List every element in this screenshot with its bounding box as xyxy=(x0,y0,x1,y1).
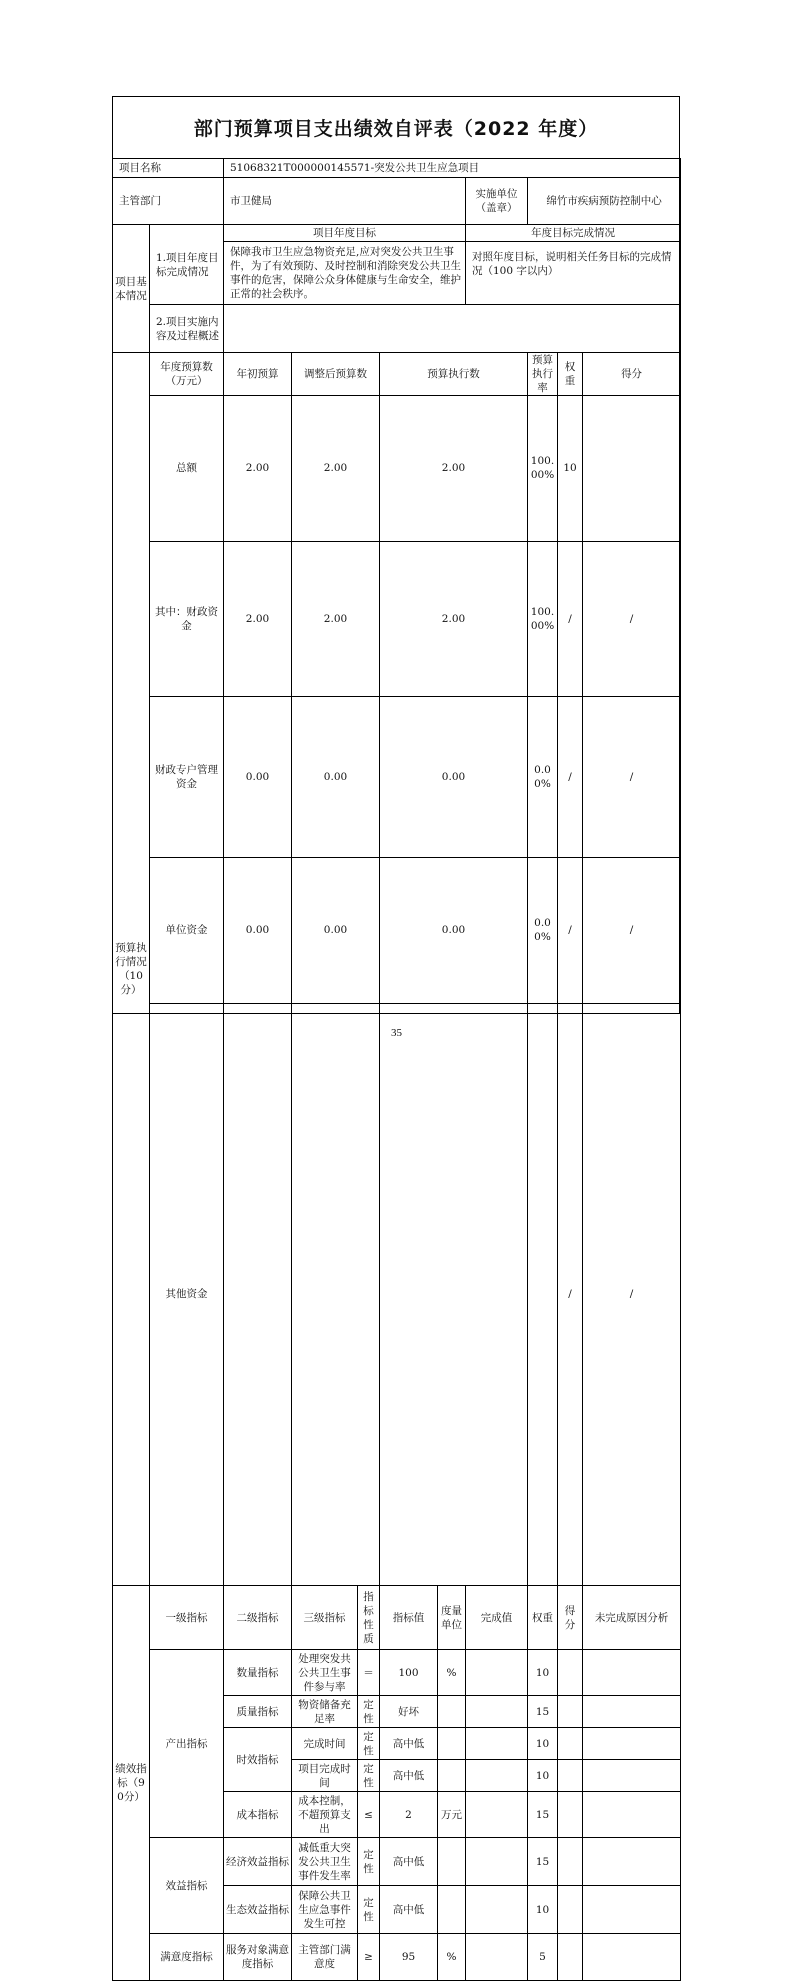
perf-done xyxy=(466,1650,528,1696)
impl-value: 绵竹市疾病预防控制中心 xyxy=(528,178,681,225)
col-done-header: 年度目标完成情况 xyxy=(466,225,681,242)
perf-header: 二级指标 xyxy=(224,1586,292,1650)
perf-header: 权重 xyxy=(528,1586,558,1650)
perf-unit xyxy=(438,1728,466,1760)
budget-header: 年度预算数（万元） xyxy=(150,353,224,396)
perf-score xyxy=(558,1934,583,1981)
perf-l2: 成本指标 xyxy=(224,1792,292,1838)
perf-value: 高中低 xyxy=(380,1728,438,1760)
budget-adjusted xyxy=(292,1003,380,1585)
budget-executed: 0.00 xyxy=(380,697,528,858)
table-row xyxy=(113,353,681,396)
dept-label: 主管部门 xyxy=(113,178,224,225)
perf-weight: 5 xyxy=(528,1934,558,1981)
perf-l3: 完成时间 xyxy=(292,1728,358,1760)
budget-rate: 100.00% xyxy=(528,396,558,542)
perf-value: 高中低 xyxy=(380,1760,438,1792)
budget-initial: 0.00 xyxy=(224,697,292,858)
budget-initial: 0.00 xyxy=(224,857,292,1003)
perf-l2: 质量指标 xyxy=(224,1696,292,1728)
project-name-value: 51068321T000000145571-突发公共卫生应急项目 xyxy=(224,159,681,178)
perf-weight: 15 xyxy=(528,1838,558,1886)
perf-done xyxy=(466,1792,528,1838)
perf-header: 得分 xyxy=(558,1586,583,1650)
impl-label: 实施单位（盖章） xyxy=(466,178,528,225)
table-row xyxy=(113,1650,681,1696)
budget-header: 预算执行数 xyxy=(380,353,528,396)
page-number: 35 xyxy=(391,1027,402,1039)
perf-nature: 定性 xyxy=(358,1696,380,1728)
perf-nature: ＝ xyxy=(358,1650,380,1696)
perf-unit xyxy=(438,1838,466,1886)
budget-section-label: 预算执行情况（10分） xyxy=(113,353,150,1586)
budget-row-name: 总额 xyxy=(150,396,224,542)
basic-section-label: 项目基本情况 xyxy=(113,225,150,353)
budget-weight: / xyxy=(558,541,583,697)
budget-score: / xyxy=(583,697,681,858)
perf-reason xyxy=(583,1650,681,1696)
perf-weight: 10 xyxy=(528,1760,558,1792)
budget-rate xyxy=(528,1003,558,1585)
perf-l2: 经济效益指标 xyxy=(224,1838,292,1886)
table-row xyxy=(113,396,681,542)
perf-score xyxy=(558,1886,583,1934)
perf-score xyxy=(558,1728,583,1760)
perf-header: 未完成原因分析 xyxy=(583,1586,681,1650)
table-row xyxy=(113,1934,681,1981)
perf-value: 2 xyxy=(380,1792,438,1838)
perf-header: 完成值 xyxy=(466,1586,528,1650)
budget-weight: / xyxy=(558,697,583,858)
perf-header: 指标值 xyxy=(380,1586,438,1650)
perf-l3: 物资储备充足率 xyxy=(292,1696,358,1728)
perf-header: 一级指标 xyxy=(150,1586,224,1650)
perf-done xyxy=(466,1760,528,1792)
perf-value: 95 xyxy=(380,1934,438,1981)
perf-l2: 生态效益指标 xyxy=(224,1886,292,1934)
perf-nature: 定性 xyxy=(358,1886,380,1934)
perf-unit xyxy=(438,1886,466,1934)
benefit-indicator-label: 效益指标 xyxy=(150,1838,224,1934)
perf-l2: 数量指标 xyxy=(224,1650,292,1696)
perf-weight: 15 xyxy=(528,1696,558,1728)
budget-initial: 2.00 xyxy=(224,396,292,542)
perf-nature: ≥ xyxy=(358,1934,380,1981)
perf-score xyxy=(558,1792,583,1838)
budget-header: 调整后预算数 xyxy=(292,353,380,396)
budget-executed xyxy=(380,1003,528,1585)
budget-score: / xyxy=(583,1003,681,1585)
budget-header: 年初预算 xyxy=(224,353,292,396)
budget-row-name: 财政专户管理资金 xyxy=(150,697,224,858)
perf-score xyxy=(558,1650,583,1696)
perf-reason xyxy=(583,1792,681,1838)
perf-reason xyxy=(583,1886,681,1934)
perf-l3: 成本控制，不超预算支出 xyxy=(292,1792,358,1838)
budget-row-name: 单位资金 xyxy=(150,857,224,1003)
perf-reason xyxy=(583,1760,681,1792)
budget-header: 得分 xyxy=(583,353,681,396)
perf-score xyxy=(558,1760,583,1792)
budget-initial xyxy=(224,1003,292,1585)
perf-nature: ≤ xyxy=(358,1792,380,1838)
basic-row2-content xyxy=(224,305,681,353)
perf-l3: 保障公共卫生应急事件发生可控 xyxy=(292,1886,358,1934)
budget-rate: 100.00% xyxy=(528,541,558,697)
perf-value: 100 xyxy=(380,1650,438,1696)
perf-header: 指标性质 xyxy=(358,1586,380,1650)
budget-adjusted: 0.00 xyxy=(292,857,380,1003)
budget-weight: / xyxy=(558,1003,583,1585)
budget-weight: / xyxy=(558,857,583,1003)
budget-rate: 0.00% xyxy=(528,857,558,1003)
col-goal-header: 项目年度目标 xyxy=(224,225,466,242)
perf-unit: 万元 xyxy=(438,1792,466,1838)
perf-l3: 主管部门满意度 xyxy=(292,1934,358,1981)
perf-nature: 定性 xyxy=(358,1728,380,1760)
budget-score: / xyxy=(583,541,681,697)
budget-score xyxy=(583,396,681,542)
budget-initial: 2.00 xyxy=(224,541,292,697)
budget-adjusted: 2.00 xyxy=(292,541,380,697)
perf-done xyxy=(466,1838,528,1886)
perf-unit xyxy=(438,1696,466,1728)
table-row xyxy=(113,178,681,225)
budget-adjusted: 2.00 xyxy=(292,396,380,542)
table-row xyxy=(113,541,681,697)
annual-goal-text: 保障我市卫生应急物资充足,应对突发公共卫生事件，为了有效预防、及时控制和消除突发公共卫生事件的危害，保障公众身体健康与生命安全，维护正常的社会秩序。 xyxy=(224,242,466,305)
perf-weight: 15 xyxy=(528,1792,558,1838)
perf-l2: 时效指标 xyxy=(224,1728,292,1792)
perf-unit xyxy=(438,1760,466,1792)
evaluation-table xyxy=(112,158,681,1981)
perf-value: 高中低 xyxy=(380,1838,438,1886)
perf-l2: 服务对象满意度指标 xyxy=(224,1934,292,1981)
budget-executed: 2.00 xyxy=(380,541,528,697)
perf-reason xyxy=(583,1696,681,1728)
perf-l3: 处理突发共公共卫生事件参与率 xyxy=(292,1650,358,1696)
perf-done xyxy=(466,1934,528,1981)
perf-weight: 10 xyxy=(528,1728,558,1760)
perf-done xyxy=(466,1696,528,1728)
table-row xyxy=(113,159,681,178)
perf-reason xyxy=(583,1934,681,1981)
perf-header: 度量单位 xyxy=(438,1586,466,1650)
perf-unit: % xyxy=(438,1934,466,1981)
perf-weight: 10 xyxy=(528,1650,558,1696)
perf-l3: 减低重大突发公共卫生事件发生率 xyxy=(292,1838,358,1886)
table-row xyxy=(113,1838,681,1886)
budget-weight: 10 xyxy=(558,396,583,542)
budget-executed: 2.00 xyxy=(380,396,528,542)
perf-nature: 定性 xyxy=(358,1838,380,1886)
project-name-label: 项目名称 xyxy=(113,159,224,178)
perf-done xyxy=(466,1728,528,1760)
perf-header: 三级指标 xyxy=(292,1586,358,1650)
perf-unit: % xyxy=(438,1650,466,1696)
perf-reason xyxy=(583,1838,681,1886)
goal-done-text: 对照年度目标，说明相关任务目标的完成情况（100 字以内） xyxy=(466,242,681,305)
table-row xyxy=(113,697,681,858)
budget-row-name: 其他资金 xyxy=(150,1003,224,1585)
perf-weight: 10 xyxy=(528,1886,558,1934)
budget-header: 预算执行率 xyxy=(528,353,558,396)
table-row xyxy=(113,857,681,1003)
table-row xyxy=(113,1003,681,1585)
output-indicator-label: 产出指标 xyxy=(150,1650,224,1838)
table-row xyxy=(113,305,681,353)
perf-l3: 项目完成时间 xyxy=(292,1760,358,1792)
perf-done xyxy=(466,1886,528,1934)
table-row xyxy=(113,225,681,242)
budget-rate: 0.00% xyxy=(528,697,558,858)
perf-nature: 定性 xyxy=(358,1760,380,1792)
perf-value: 好坏 xyxy=(380,1696,438,1728)
budget-executed: 0.00 xyxy=(380,857,528,1003)
table-row xyxy=(113,1586,681,1650)
basic-row2-label: 2.项目实施内容及过程概述 xyxy=(150,305,224,353)
perf-value: 高中低 xyxy=(380,1886,438,1934)
perf-section-label: 绩效指标（90分） xyxy=(113,1586,150,1981)
satisfaction-indicator-label: 满意度指标 xyxy=(150,1934,224,1981)
basic-row1-label: 1.项目年度目标完成情况 xyxy=(150,225,224,305)
perf-score xyxy=(558,1838,583,1886)
perf-reason xyxy=(583,1728,681,1760)
budget-score: / xyxy=(583,857,681,1003)
perf-score xyxy=(558,1696,583,1728)
dept-value: 市卫健局 xyxy=(224,178,466,225)
budget-row-name: 其中：财政资金 xyxy=(150,541,224,697)
page-title: 部门预算项目支出绩效自评表（2022 年度） xyxy=(193,117,599,140)
budget-header: 权重 xyxy=(558,353,583,396)
budget-adjusted: 0.00 xyxy=(292,697,380,858)
